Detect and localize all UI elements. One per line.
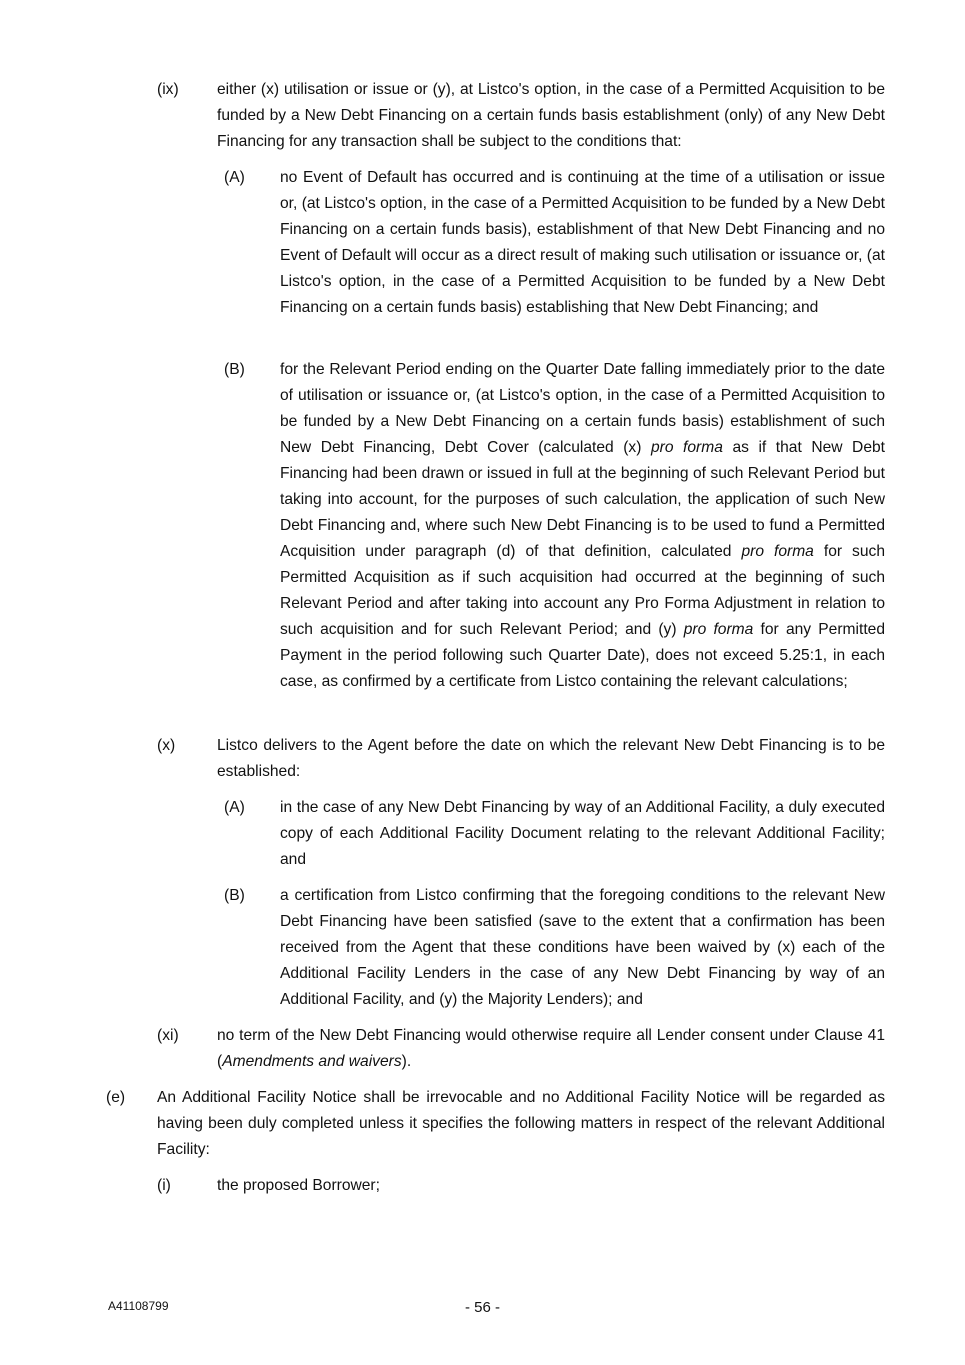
clause-label: (ix) xyxy=(157,81,179,98)
clause-text xyxy=(217,1023,885,1075)
clause-text: in the case of any New Debt Financing by way of an Additional Facility, a duly executed copy of each Additional Facility Document relating to the relevant Additional Facility; and xyxy=(280,799,885,868)
clause-label: (A) xyxy=(224,799,245,816)
text-run: for the Relevant Period ending on the Quarter Date falling immediately prior to the date of utilisation or issuance or, (at Listco's option, in the case of a Permitted Acquisition to be funded by a New Debt Financing on a certain funds basis) establishment of such New Debt Financing, Debt Cover (calculated (x) xyxy=(280,361,885,456)
italic-term: pro forma xyxy=(741,543,814,560)
page-number: - 56 - xyxy=(464,1299,500,1316)
clause-label: (e) xyxy=(106,1089,126,1106)
text-run: ). xyxy=(401,1053,412,1070)
clause-text: Listco delivers to the Agent before the date on which the relevant New Debt Financing is to be established: xyxy=(217,737,885,780)
clause-label: (B) xyxy=(224,361,245,378)
text-run: for such Permitted Acquisition as if such acquisition had occurred at the beginning of such Relevant Period and after taking into account any Pro Forma Adjustment in relation to such acquisition and for such Relevant Period; and (y) xyxy=(280,543,885,638)
clause-label: (x) xyxy=(157,737,176,754)
clause-text xyxy=(280,357,885,695)
clause-label: (i) xyxy=(157,1177,171,1194)
clause-text: the proposed Borrower; xyxy=(217,1177,380,1194)
clause-text: a certification from Listco confirming that the foregoing conditions to the relevant New Debt Financing have been satisfied (save to the extent that a confirmation has been received from the Agent that these conditions have been waived by (x) each of the Additional Facility Lenders in the case of any New Debt Financing by way of an Additional Facility, and (y) the Majority Lenders); and xyxy=(280,887,885,1008)
text-run: no term of the New Debt Financing would otherwise require all Lender consent under Clause 41 ( xyxy=(217,1027,885,1070)
clause-label: (B) xyxy=(224,887,245,904)
clause-label: (xi) xyxy=(157,1027,179,1044)
text-run: for any Permitted Payment in the period following such Quarter Date), does not exceed 5.25:1, in each case, as confirmed by a certificate from Listco containing the relevant calculations; xyxy=(280,621,886,690)
italic-term: pro forma xyxy=(683,621,754,638)
clause-label: (A) xyxy=(224,169,245,186)
italic-term: Amendments and waivers xyxy=(222,1053,402,1070)
clause-text: either (x) utilisation or issue or (y), at Listco's option, in the case of a Permitted Acquisition to be funded by a New Debt Financing on a certain funds basis establishment (only) of any New Debt Financing for any transaction shall be subject to the conditions that: xyxy=(217,81,885,150)
clause-text: An Additional Facility Notice shall be irrevocable and no Additional Facility Notice will be regarded as having been duly completed unless it specifies the following matters in respect of the relevant Additional Facility: xyxy=(157,1089,885,1158)
document-reference: A41108799 xyxy=(108,1299,169,1313)
text-run: as if that New Debt Financing had been drawn or issued in full at the beginning of such Relevant Period but taking into account, for the purposes of such calculation, the application of such New Debt Financing and, where such New Debt Financing is to be used to fund a Permitted Acquisition under paragraph (d) of that definition, calculated xyxy=(280,439,885,560)
clause-text: no Event of Default has occurred and is continuing at the time of a utilisation or issue or, (at Listco's option, in the case of a Permitted Acquisition to be funded by a New Debt Financing on a certain funds basis), establishment of that New Debt Financing and no Event of Default will occur as a direct result of making such utilisation or issuance or, (at Listco's option, in the case of a Permitted Acquisition to be funded by a New Debt Financing on a certain funds basis) establishing that New Debt Financing; and xyxy=(280,169,885,316)
italic-term: pro forma xyxy=(650,439,723,456)
